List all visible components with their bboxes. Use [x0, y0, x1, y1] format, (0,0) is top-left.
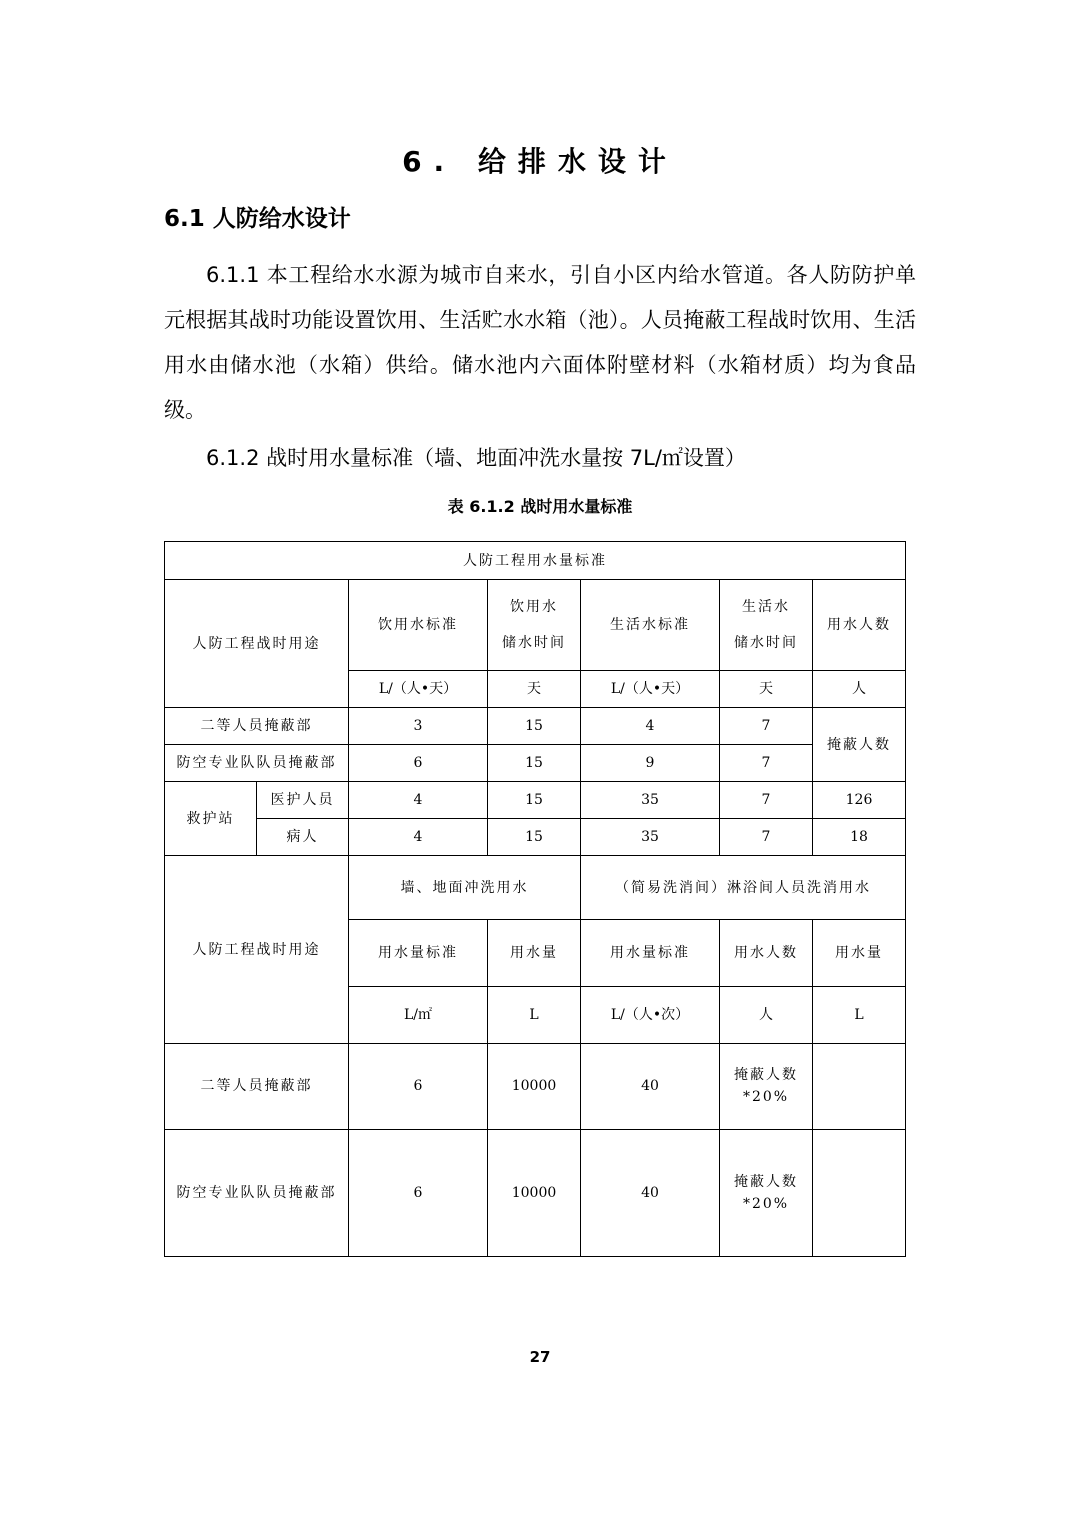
- section-heading: 6.1 人防给水设计: [164, 206, 351, 232]
- shower-amount-header: 用水量: [813, 920, 906, 986]
- shelter-people-cell: 掩蔽人数: [813, 708, 906, 782]
- usage-header-2: 人防工程战时用途: [165, 856, 349, 1043]
- row-label: 二等人员掩蔽部: [165, 708, 349, 745]
- table-cell: 18: [813, 819, 906, 856]
- wash-amount-header: 用水量: [488, 920, 581, 986]
- life-storage-line-2: 储水时间: [734, 635, 798, 652]
- drink-storage-line-1: 饮用水: [510, 599, 558, 616]
- rescue-station-label: 救护站: [165, 782, 257, 856]
- row-label: 病人: [257, 819, 349, 856]
- chapter-heading: 6. 给排水设计: [402, 145, 678, 178]
- row-label: 二等人员掩蔽部: [165, 1043, 349, 1129]
- people-line-2: *20%: [742, 1195, 790, 1212]
- unit-cell: L/（人•天）: [581, 671, 720, 708]
- shower-water-header: （简易洗消间）淋浴间人员洗消用水: [581, 856, 906, 920]
- table-cell: 40: [581, 1043, 720, 1129]
- table-cell: 6: [349, 745, 488, 782]
- people-line-2: *20%: [742, 1089, 790, 1106]
- table-cell: 126: [813, 782, 906, 819]
- shower-people-header: 用水人数: [720, 920, 813, 986]
- wash-standard-header: 用水量标准: [349, 920, 488, 986]
- table-cell: 15: [488, 745, 581, 782]
- table-cell: 3: [349, 708, 488, 745]
- table-cell: 7: [720, 708, 813, 745]
- unit-cell: L/㎡: [349, 986, 488, 1043]
- table-row: [165, 542, 906, 580]
- table-row: [165, 708, 906, 745]
- unit-cell: L/（人•次）: [581, 986, 720, 1043]
- table-cell: 15: [488, 819, 581, 856]
- people-line-1: 掩蔽人数: [734, 1067, 798, 1084]
- table-row: [165, 745, 906, 782]
- people-line-1: 掩蔽人数: [734, 1173, 798, 1190]
- table-cell: 35: [581, 819, 720, 856]
- row-label: 防空专业队队员掩蔽部: [165, 1129, 349, 1256]
- table-row: [165, 580, 906, 671]
- people-count-header: 用水人数: [813, 580, 906, 671]
- table-row: [165, 856, 906, 920]
- table-cell: 6: [349, 1129, 488, 1256]
- table-cell: 10000: [488, 1043, 581, 1129]
- unit-cell: 天: [488, 671, 581, 708]
- water-standard-table: [164, 541, 906, 1257]
- unit-cell: L/（人•天）: [349, 671, 488, 708]
- table-row: [165, 1129, 906, 1256]
- unit-cell: L: [488, 986, 581, 1043]
- table-cell: 4: [349, 782, 488, 819]
- shower-standard-header: 用水量标准: [581, 920, 720, 986]
- usage-header: 人防工程战时用途: [165, 580, 349, 708]
- table-cell: [813, 1129, 906, 1256]
- unit-cell: 天: [720, 671, 813, 708]
- paragraph-6-1-2: [164, 436, 916, 481]
- table-cell: [720, 1129, 813, 1256]
- table-cell: [813, 1043, 906, 1129]
- table-cell: 35: [581, 782, 720, 819]
- row-label: 防空专业队队员掩蔽部: [165, 745, 349, 782]
- table-cell: 7: [720, 819, 813, 856]
- table-cell: 15: [488, 708, 581, 745]
- table-cell: 4: [349, 819, 488, 856]
- table-cell: 40: [581, 1129, 720, 1256]
- paragraph-6-1-2-text: 6.1.2 战时用水量标准（墙、地面冲洗水量按 7L/㎡设置）: [206, 446, 746, 470]
- table-cell: 7: [720, 745, 813, 782]
- table-cell: 9: [581, 745, 720, 782]
- drink-storage-line-2: 储水时间: [502, 635, 566, 652]
- table-cell: 4: [581, 708, 720, 745]
- table-row: [165, 782, 906, 819]
- unit-cell: 人: [720, 986, 813, 1043]
- table-cell: 15: [488, 782, 581, 819]
- life-storage-header: [720, 580, 813, 671]
- row-label: 医护人员: [257, 782, 349, 819]
- unit-cell: L: [813, 986, 906, 1043]
- table-cell: 10000: [488, 1129, 581, 1256]
- unit-cell: 人: [813, 671, 906, 708]
- life-storage-line-1: 生活水: [742, 599, 790, 616]
- table-cell: 7: [720, 782, 813, 819]
- table-row: [165, 1043, 906, 1129]
- table-cell: 6: [349, 1043, 488, 1129]
- table-caption: 表 6.1.2 战时用水量标准: [447, 497, 633, 516]
- page-number: 27: [529, 1348, 551, 1366]
- paragraph-6-1-1-text: 6.1.1 本工程给水水源为城市自来水，引自小区内给水管道。各人防防护单元根据其战时功能设置饮用、生活贮水水箱（池）。人员掩蔽工程战时饮用、生活用水由储水池（水箱）供给。储水池内六面体附壁材料（水箱材质）均为食品级。: [164, 263, 916, 422]
- wash-water-header: 墙、地面冲洗用水: [349, 856, 581, 920]
- paragraph-6-1-1: [164, 253, 916, 433]
- drink-standard-header: 饮用水标准: [349, 580, 488, 671]
- table-title: 人防工程用水量标准: [165, 542, 906, 580]
- table-cell: [720, 1043, 813, 1129]
- table-row: [165, 819, 906, 856]
- life-standard-header: 生活水标准: [581, 580, 720, 671]
- drink-storage-header: [488, 580, 581, 671]
